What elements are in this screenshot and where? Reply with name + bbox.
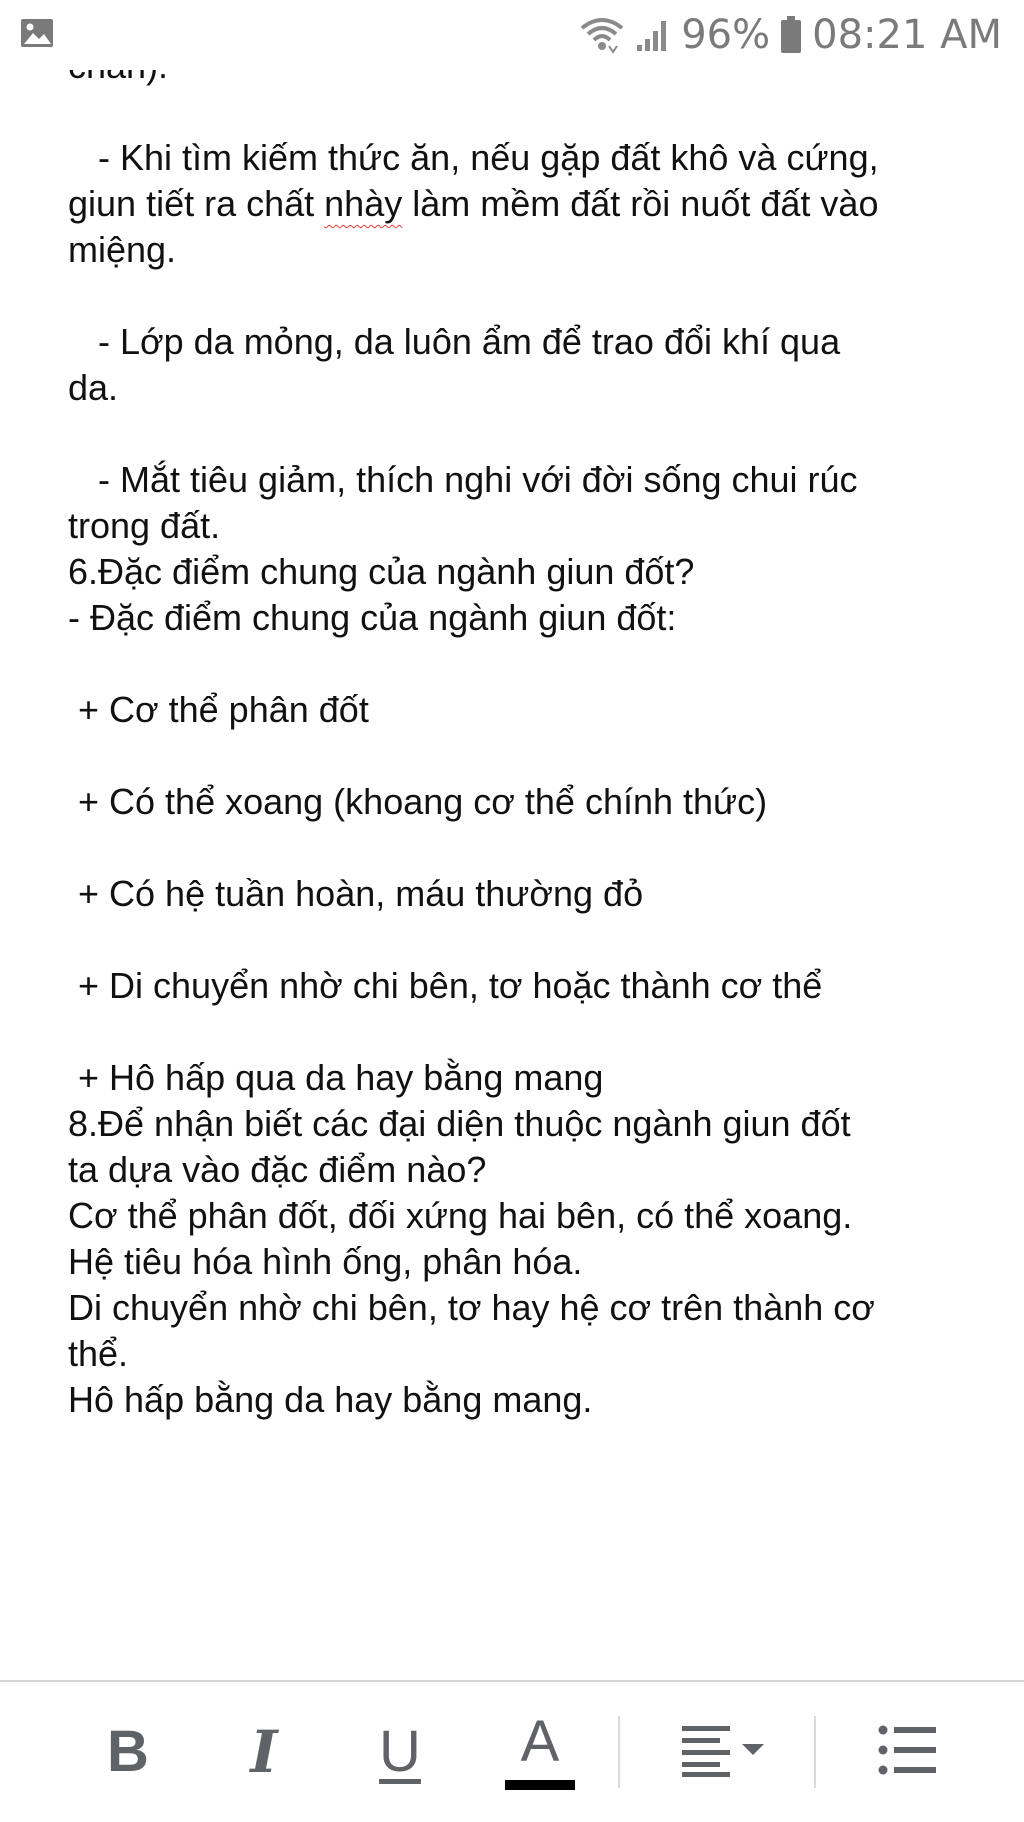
doc-line: Hô hấp bằng da hay bằng mang. — [68, 1379, 593, 1420]
status-indicators — [579, 10, 1002, 60]
doc-line: 6.Đặc điểm chung của ngành giun đốt? — [68, 551, 695, 592]
status-time: 08:21 AM — [812, 12, 1002, 58]
underline-icon: U — [379, 1719, 421, 1784]
text-color-button[interactable] — [500, 1704, 580, 1800]
chevron-down-icon — [740, 1742, 766, 1763]
bold-button[interactable] — [88, 1704, 168, 1800]
doc-line: trong đất. — [68, 505, 221, 546]
doc-line: ta dựa vào đặc điểm nào? — [68, 1149, 487, 1190]
status-bar — [0, 0, 1024, 70]
toolbar-divider — [618, 1716, 620, 1788]
battery-percent: 96% — [681, 12, 771, 58]
doc-line: Cơ thể phân đốt, đối xứng hai bên, có thể xoang. — [68, 1195, 853, 1236]
formatting-toolbar — [0, 1680, 1024, 1822]
doc-line: - Đặc điểm chung của ngành giun đốt: — [68, 597, 677, 638]
document-body[interactable] — [68, 0, 968, 1680]
align-dropdown-button[interactable] — [668, 1704, 778, 1800]
doc-line: Hệ tiêu hóa hình ống, phân hóa. — [68, 1241, 583, 1282]
italic-icon: I — [250, 1718, 278, 1786]
signal-icon — [635, 17, 671, 53]
doc-line: - Lớp da mỏng, da luôn ẩm để trao đổi khí qua — [68, 321, 841, 362]
toolbar-divider — [814, 1716, 816, 1788]
image-notification-icon — [20, 18, 54, 48]
doc-line: + Có hệ tuần hoàn, máu thường đỏ — [68, 873, 644, 914]
wifi-icon — [579, 16, 625, 54]
doc-line: 8.Để nhận biết các đại diện thuộc ngành giun đốt — [68, 1103, 851, 1144]
doc-line: + Hô hấp qua da hay bằng mang — [68, 1057, 604, 1098]
italic-button[interactable] — [224, 1704, 304, 1800]
doc-text-segment: giun tiết ra chất — [68, 183, 325, 224]
battery-icon — [780, 16, 802, 54]
doc-line: + Cơ thể phân đốt — [68, 689, 369, 730]
doc-line: thể. — [68, 1333, 129, 1374]
doc-line: miệng. — [68, 229, 177, 270]
doc-line: da. — [68, 367, 119, 408]
bold-icon: B — [107, 1719, 149, 1784]
misspelled-word[interactable]: nhày — [324, 183, 403, 224]
doc-line: + Có thể xoang (khoang cơ thể chính thức) — [68, 781, 768, 822]
bulleted-list-button[interactable] — [858, 1704, 958, 1800]
doc-line — [68, 182, 878, 226]
doc-line: - Mắt tiêu giảm, thích nghi với đời sống chui rúc — [68, 459, 858, 500]
text-color-swatch — [505, 1780, 575, 1790]
underline-button[interactable] — [360, 1704, 440, 1800]
doc-line: - Khi tìm kiếm thức ăn, nếu gặp đất khô và cứng, — [68, 137, 879, 178]
doc-line: Di chuyển nhờ chi bên, tơ hay hệ cơ trên thành cơ — [68, 1287, 875, 1328]
text-color-icon: A — [520, 1709, 560, 1774]
bulleted-list-icon — [878, 1724, 938, 1781]
doc-line: + Di chuyển nhờ chi bên, tơ hoặc thành cơ thể — [68, 965, 823, 1006]
doc-text-segment: làm mềm đất rồi nuốt đất vào — [402, 183, 879, 224]
